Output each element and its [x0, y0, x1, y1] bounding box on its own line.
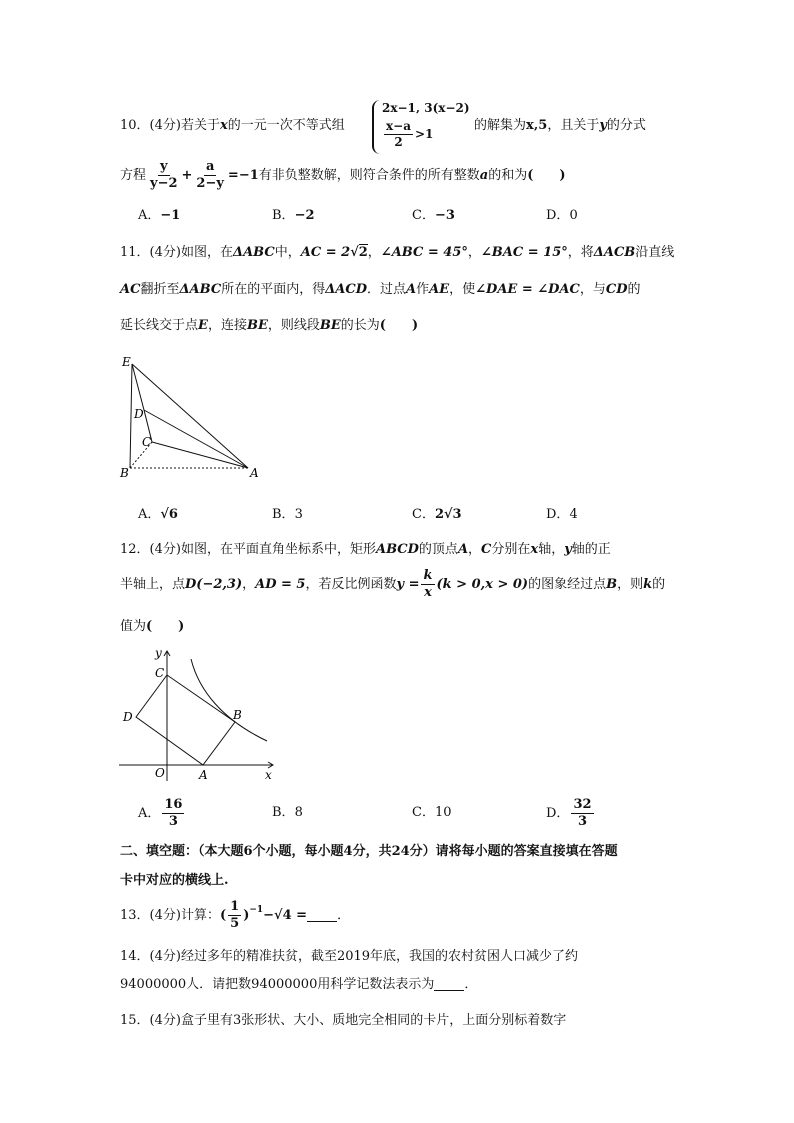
- q12-option-c[interactable]: C．10: [412, 805, 452, 820]
- q10-line2: 方程 $\frac{y}{y-2}$ + $\frac{a}{2-y}$ =−1 有非负整数解，则符合条件的所有整数 a 的和为 ( ): [120, 159, 566, 191]
- section2-heading-line1: 二、填空题：（本大题6个小题，每小题4分，共24分）请将每小题的答案直接填在答题: [120, 844, 618, 859]
- q15-line1: 15．(4分)盒子里有3张形状、大小、质地完全相同的卡片，上面分别标着数字: [120, 1013, 567, 1028]
- q10-line1-tail: 的解集为x‚5，且关于y的分式: [474, 118, 646, 133]
- label-b: B: [120, 466, 129, 480]
- q11-option-a[interactable]: A．√6: [138, 507, 178, 522]
- label-c: C: [155, 666, 165, 680]
- q11-option-d[interactable]: D．4: [546, 507, 578, 522]
- q11-line1: 11．(4分)如图，在ΔABC中，AC = 2√2，∠ABC = 45°，∠BAC = 15°，将ΔACB沿直线: [120, 245, 675, 260]
- q12-option-b[interactable]: B．8: [272, 805, 303, 820]
- label-o: O: [155, 766, 165, 780]
- q12-figure: [115, 645, 280, 785]
- q10-line1: 10．(4分)若关于x的一元一次不等式组: [120, 118, 345, 133]
- q10-inequality-system: [372, 98, 472, 156]
- q14-answer-blank[interactable]: [434, 978, 464, 991]
- label-a: A: [250, 466, 259, 480]
- label-x: x: [265, 768, 272, 782]
- q10-sys-line1: 2x−1‚ 3(x−2): [382, 101, 470, 115]
- label-a: A: [199, 768, 208, 782]
- q11-option-c[interactable]: C．2√3: [412, 507, 462, 522]
- q11-number: 11．(4分): [120, 245, 181, 260]
- q10-option-c[interactable]: C．−3: [412, 208, 455, 223]
- q13-answer-blank[interactable]: [307, 909, 337, 922]
- q12-option-a[interactable]: A． $\frac{16}{3}$: [138, 797, 183, 829]
- label-e: E: [122, 355, 131, 369]
- q10-sys-line2: $\frac{x-a}{2}$ >1: [386, 119, 434, 149]
- label-y: y: [155, 646, 162, 660]
- q10-option-a[interactable]: A．−1: [138, 208, 181, 223]
- q11-figure: [112, 350, 272, 485]
- q11-option-b[interactable]: B．3: [272, 507, 303, 522]
- label-d: D: [123, 710, 133, 724]
- q13-line: 13．(4分) 计算： ( $\frac{1}{5}$ ) $^{-1}$ −√4 = ．: [120, 898, 351, 931]
- q12-line2: 半轴上，点 D(−2,3) ， AD = 5 ，若反比例函数 y = $\frac{k}{x}$ (k > 0,x > 0) 的图象经过点 B ，则 k 的: [120, 567, 666, 600]
- q14-line2: 94000000人．请把数94000000用科学记数法表示为 ．: [120, 977, 478, 992]
- q12-number: 12．(4分): [120, 542, 181, 557]
- q14-line1: 14．(4分)经过多年的精准扶贫，截至2019年底，我国的农村贫困人口减少了约: [120, 949, 579, 964]
- line-ed: [132, 364, 144, 410]
- q13-number: 13．(4分): [120, 907, 181, 923]
- line-eb: [130, 364, 132, 468]
- q10-number: 10．(4分): [120, 118, 181, 133]
- q14-number: 14．(4分): [120, 949, 181, 964]
- label-b: B: [233, 708, 242, 722]
- q12-line1: 12．(4分)如图，在平面直角坐标系中，矩形ABCD的顶点A，C分别在x轴，y轴的正: [120, 542, 611, 557]
- label-c: C: [142, 435, 152, 449]
- q12-line3: 值为( ): [120, 619, 185, 634]
- brace-icon: [372, 100, 382, 154]
- q10-option-b[interactable]: B．−2: [272, 208, 315, 223]
- q10-option-d[interactable]: D．0: [546, 208, 578, 223]
- line-da: [144, 410, 248, 468]
- label-d: D: [134, 407, 144, 421]
- q12-option-d[interactable]: D． $\frac{32}{3}$: [546, 797, 592, 829]
- q11-line3: 延长线交于点E，连接BE，则线段BE的长为( ): [120, 318, 419, 333]
- rectangle-abcd: [136, 675, 235, 765]
- q11-line2: AC翻折至ΔABC所在的平面内，得ΔACD．过点A作AE，使∠DAE = ∠DAC，与CD的: [120, 282, 641, 297]
- q15-number: 15．(4分): [120, 1013, 181, 1028]
- section2-heading-line2: 卡中对应的横线上.: [120, 873, 229, 888]
